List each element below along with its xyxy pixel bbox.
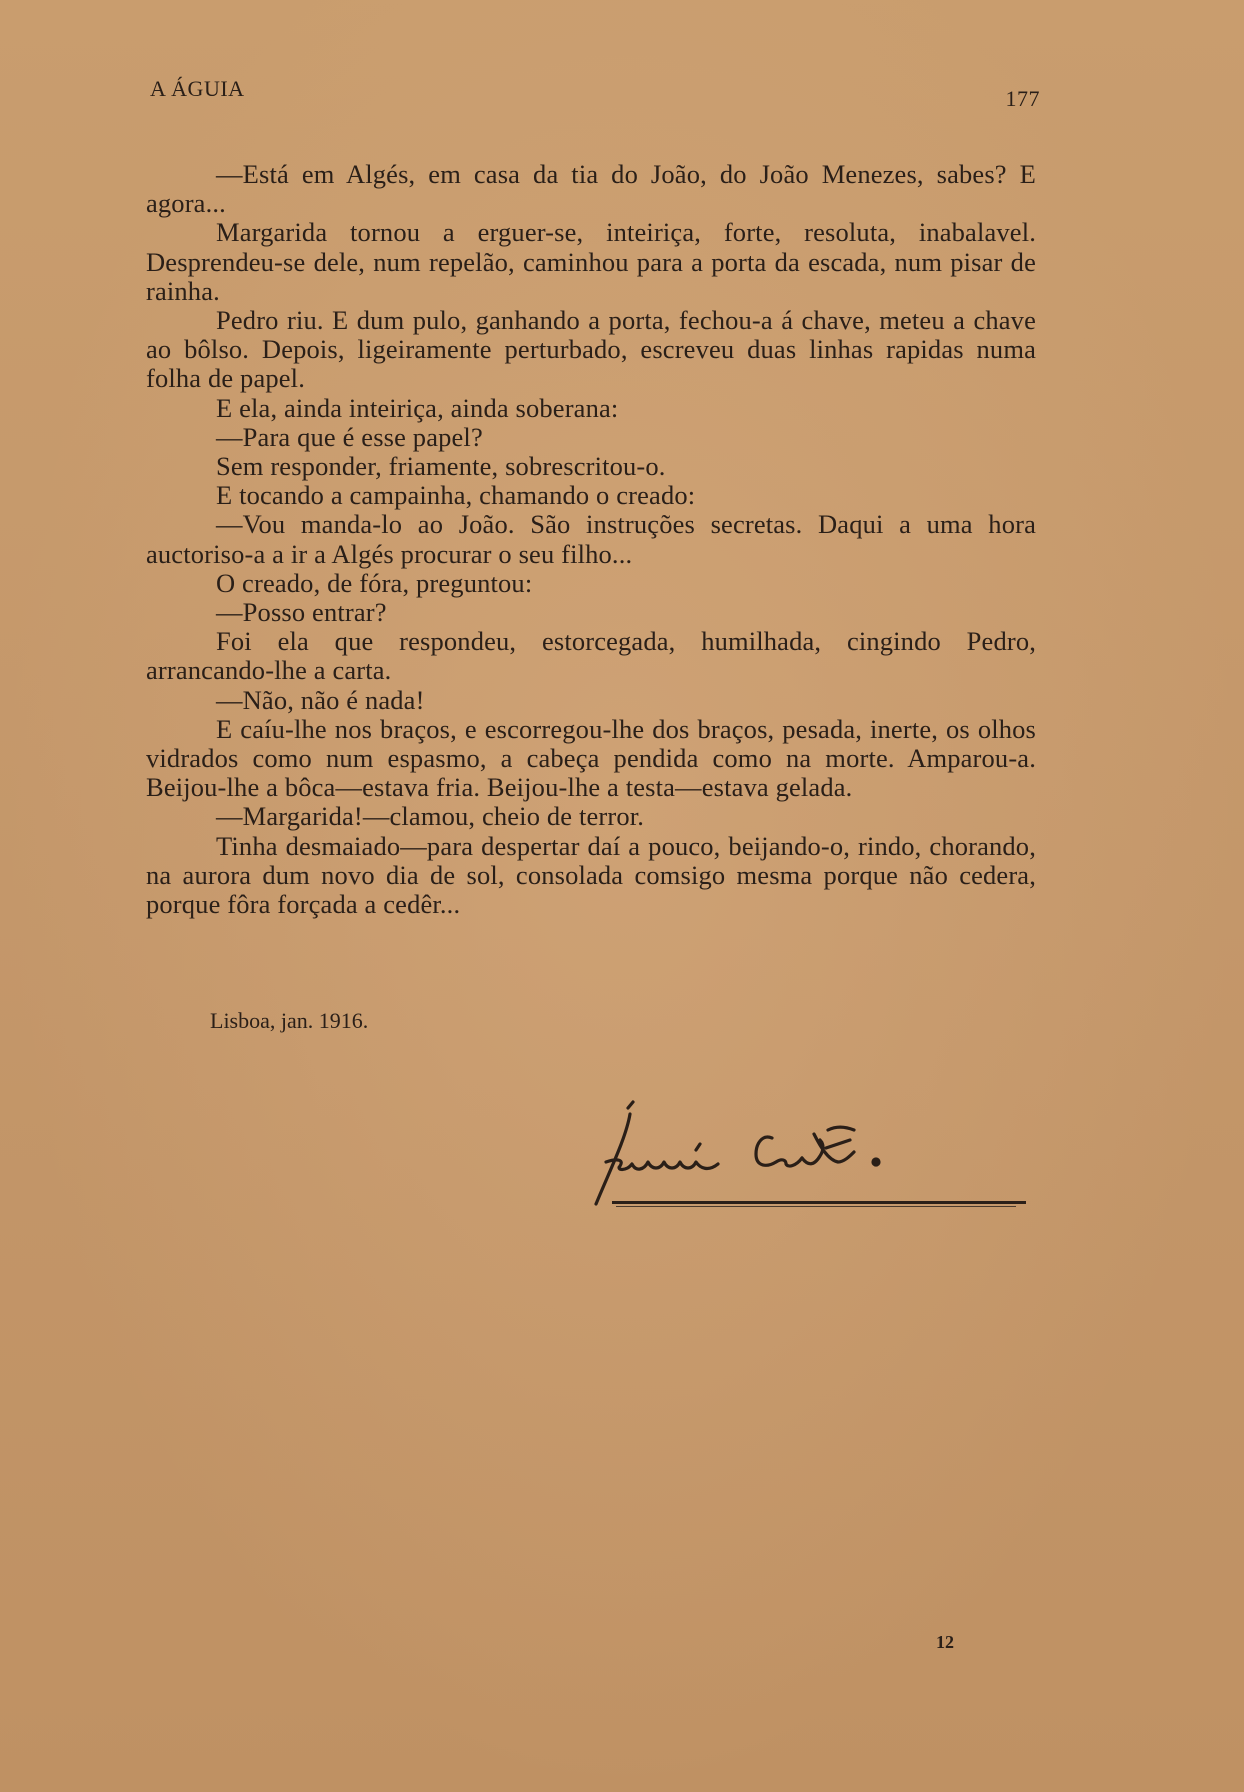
paragraph: —Posso entrar?	[216, 597, 387, 628]
handwritten-signature-icon	[558, 1100, 1038, 1210]
running-head	[150, 76, 1040, 111]
paragraph: —Não, não é nada!	[216, 684, 425, 715]
paragraph: —Margarida!—clamou, cheio de terror.	[216, 801, 645, 832]
paragraph: E tocando a campainha, chamando o creado:	[216, 480, 696, 511]
paragraph: —Vou manda-lo ao João. São instruções secretas. Daqui a uma hora auctoriso-a a ir a Algés procurar o seu filho...	[146, 509, 1036, 569]
paragraph: —Para que é esse papel?	[216, 421, 483, 452]
paragraph: —Está em Algés, em casa da tia do João, do João Menezes, sabes? E agora...	[146, 159, 1036, 219]
paragraph: Foi ela que respondeu, estorcegada, humilhada, cingindo Pedro, arrancando-lhe a carta.	[146, 626, 1036, 686]
place-and-date: Lisboa, jan. 1916.	[210, 1008, 369, 1033]
paragraph: E ela, ainda inteiriça, ainda soberana:	[216, 392, 619, 423]
paragraph: O creado, de fóra, preguntou:	[216, 567, 533, 598]
page-number: 177	[1005, 86, 1040, 111]
signature-mark: 12	[936, 1632, 954, 1652]
journal-title: A ÁGUIA	[150, 76, 245, 101]
paragraph: Margarida tornou a erguer-se, inteiriça, forte, resoluta, inabalavel. Desprendeu-se dele, num repelão, caminhou para a porta da escada, num pisar de rainha.	[146, 217, 1036, 306]
author-signature	[558, 1100, 1038, 1210]
signature-underline	[612, 1201, 1026, 1204]
story-text	[146, 160, 1036, 919]
signature-underline-shadow	[616, 1206, 1016, 1207]
paragraph: Tinha desmaiado—para despertar daí a pouco, beijando-o, rindo, chorando, na aurora dum novo dia de sol, consolada comsigo mesma porque não cedera, porque fôra forçada a cedêr...	[146, 830, 1036, 920]
paragraph: Sem responder, friamente, sobrescritou-o.	[216, 451, 666, 482]
paragraph: E caíu-lhe nos braços, e escorregou-lhe dos braços, pesada, inerte, os olhos vidrados como num espasmo, a cabeça pendida como na morte. Amparou-a. Beijou-lhe a bôca—estava fria. Beijou-lhe a testa—estava gelada.	[146, 713, 1036, 803]
paragraph: Pedro riu. E dum pulo, ganhando a porta, fechou-a á chave, meteu a chave ao bôlso. Depois, ligeiramente perturbado, escreveu duas linhas rapidas numa folha de papel.	[146, 305, 1036, 394]
